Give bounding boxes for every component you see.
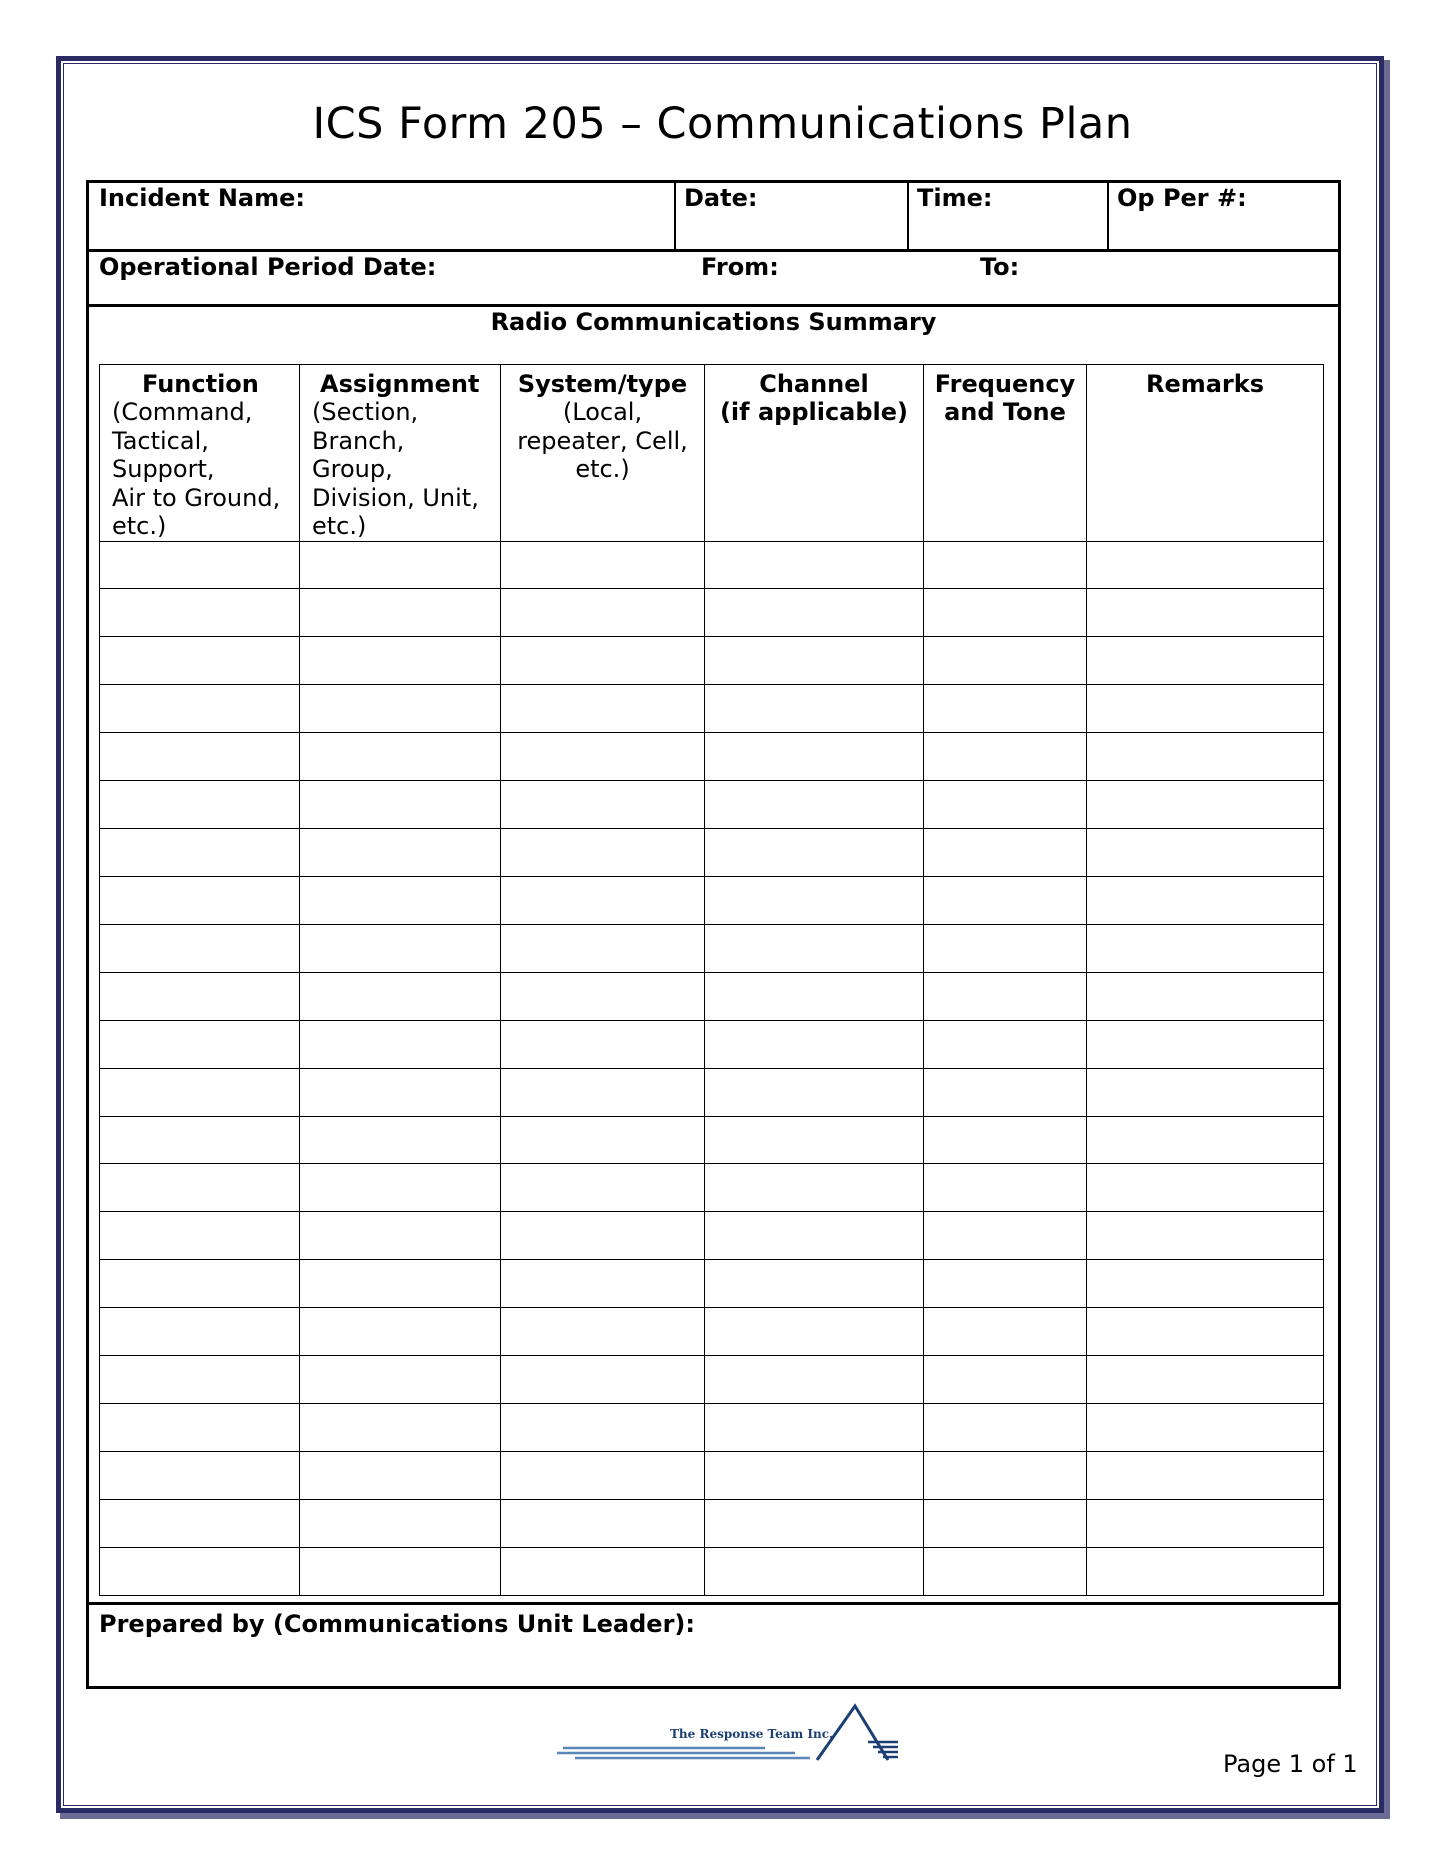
table-row [100,685,1324,733]
table-cell[interactable] [501,685,705,733]
frame-shadow [1384,60,1390,1817]
table-cell[interactable] [1087,1499,1324,1547]
table-cell[interactable] [300,1020,501,1068]
table-row [100,1356,1324,1404]
table-row [100,1308,1324,1356]
table-cell[interactable] [1087,1260,1324,1308]
table-cell[interactable] [1087,1212,1324,1260]
table-cell[interactable] [705,1547,924,1595]
table-cell[interactable] [1087,924,1324,972]
table-cell[interactable] [705,733,924,781]
column-label: Frequency [934,370,1076,398]
table-cell[interactable] [501,1404,705,1452]
table-cell[interactable] [501,1308,705,1356]
table-cell[interactable] [1087,637,1324,685]
incident-name-label: Incident Name: [99,184,306,212]
time-label: Time: [917,184,993,212]
table-row [100,876,1324,924]
table-cell[interactable] [924,685,1087,733]
table-cell[interactable] [501,972,705,1020]
table-cell[interactable] [705,541,924,589]
table-cell[interactable] [100,1116,300,1164]
table-cell[interactable] [501,1260,705,1308]
table-cell[interactable] [100,1308,300,1356]
table-cell[interactable] [300,685,501,733]
op-per-label: Op Per #: [1117,184,1247,212]
table-cell[interactable] [705,1308,924,1356]
table-cell[interactable] [501,1068,705,1116]
table-cell[interactable] [924,1404,1087,1452]
table-cell[interactable] [100,1356,300,1404]
table-cell[interactable] [300,972,501,1020]
table-cell[interactable] [300,1308,501,1356]
section-title: Radio Communications Summary [490,308,937,336]
table-cell[interactable] [501,1212,705,1260]
column-label: Remarks [1145,370,1265,398]
table-cell[interactable] [501,1020,705,1068]
column-header-channel [705,365,924,542]
table-cell[interactable] [300,1356,501,1404]
column-sublabel: (Section, Branch, Group, Division, Unit, etc.) [312,398,479,540]
table-row [100,1499,1324,1547]
table-cell[interactable] [100,1212,300,1260]
table-cell[interactable] [924,1260,1087,1308]
table-cell[interactable] [501,541,705,589]
table-cell[interactable] [100,972,300,1020]
column-header-remarks [1087,365,1324,542]
from-label: From: [701,253,779,281]
table-cell[interactable] [1087,1308,1324,1356]
table-cell[interactable] [924,733,1087,781]
table-cell[interactable] [100,1499,300,1547]
table-cell[interactable] [924,1068,1087,1116]
table-cell[interactable] [100,733,300,781]
table-cell[interactable] [1087,1452,1324,1500]
column-sublabel: (if applicable) [719,398,909,426]
table-cell[interactable] [924,1308,1087,1356]
table-cell[interactable] [501,1499,705,1547]
table-cell[interactable] [300,637,501,685]
table-cell[interactable] [300,589,501,637]
logo-text: The Response Team Inc. [670,1727,834,1741]
column-sublabel: and Tone [944,398,1066,426]
table-cell[interactable] [924,589,1087,637]
table-cell[interactable] [705,1116,924,1164]
table-cell[interactable] [1087,589,1324,637]
column-label: Assignment [320,370,480,398]
table-cell[interactable] [1087,1356,1324,1404]
table-cell[interactable] [1087,829,1324,877]
table-cell[interactable] [300,1404,501,1452]
table-cell[interactable] [924,972,1087,1020]
table-cell[interactable] [100,781,300,829]
table-cell[interactable] [100,541,300,589]
table-cell[interactable] [705,1452,924,1500]
table-row [100,733,1324,781]
table-cell[interactable] [300,924,501,972]
table-cell[interactable] [705,1164,924,1212]
column-header-assignment [300,365,501,542]
table-cell[interactable] [1087,685,1324,733]
date-label: Date: [684,184,758,212]
table-cell[interactable] [100,1404,300,1452]
table-cell[interactable] [300,541,501,589]
table-cell[interactable] [1087,1164,1324,1212]
table-row [100,781,1324,829]
table-cell[interactable] [924,1547,1087,1595]
table-cell[interactable] [1087,733,1324,781]
table-cell[interactable] [501,637,705,685]
table-cell[interactable] [705,1260,924,1308]
table-cell[interactable] [501,1356,705,1404]
table-cell[interactable] [705,876,924,924]
table-cell[interactable] [924,1116,1087,1164]
radio-summary-table [99,364,1324,1596]
table-cell[interactable] [100,1260,300,1308]
table-cell[interactable] [705,829,924,877]
column-label: System/type [517,370,688,398]
table-cell[interactable] [705,924,924,972]
table-cell[interactable] [924,924,1087,972]
table-cell[interactable] [100,637,300,685]
table-cell[interactable] [501,781,705,829]
table-row [100,1068,1324,1116]
table-row [100,1116,1324,1164]
table-cell[interactable] [1087,781,1324,829]
table-row [100,589,1324,637]
table-cell[interactable] [924,541,1087,589]
table-cell[interactable] [705,1356,924,1404]
table-cell[interactable] [924,1452,1087,1500]
table-cell[interactable] [1087,876,1324,924]
frame-shadow [60,1813,1390,1819]
form-title: ICS Form 205 – Communications Plan [312,99,1133,149]
table-row [100,637,1324,685]
table-cell[interactable] [100,1547,300,1595]
table-cell[interactable] [501,876,705,924]
table-cell[interactable] [924,1499,1087,1547]
table-row [100,924,1324,972]
table-cell[interactable] [300,1212,501,1260]
table-cell[interactable] [924,1212,1087,1260]
table-header-row [100,365,1324,542]
table-cell[interactable] [705,1499,924,1547]
column-label: Function [142,370,259,398]
column-sublabel: (Command, Tactical, Support, Air to Ground, etc.) [112,398,281,540]
table-row [100,1260,1324,1308]
column-header-system-type [501,365,705,542]
table-cell[interactable] [300,1452,501,1500]
table-cell[interactable] [300,1116,501,1164]
table-cell[interactable] [705,972,924,1020]
column-label: Channel [759,370,869,398]
page-number: Page 1 of 1 [1223,1750,1358,1778]
table-row [100,1547,1324,1595]
table-cell[interactable] [705,1068,924,1116]
table-row [100,541,1324,589]
table-cell[interactable] [300,781,501,829]
table-cell[interactable] [100,876,300,924]
table-cell[interactable] [501,589,705,637]
table-cell[interactable] [1087,1404,1324,1452]
table-cell[interactable] [501,1452,705,1500]
table-cell[interactable] [501,733,705,781]
table-cell[interactable] [924,1164,1087,1212]
table-cell[interactable] [300,1260,501,1308]
table-row [100,972,1324,1020]
divider [89,304,1338,307]
table-cell[interactable] [924,829,1087,877]
to-label: To: [980,253,1020,281]
table-cell[interactable] [1087,1068,1324,1116]
table-row [100,1404,1324,1452]
table-row [100,1212,1324,1260]
column-sublabel: (Local, repeater, Cell, etc.) [517,398,688,483]
table-cell[interactable] [924,781,1087,829]
table-cell[interactable] [1087,1116,1324,1164]
table-cell[interactable] [924,637,1087,685]
table-cell[interactable] [100,1020,300,1068]
table-cell[interactable] [100,924,300,972]
table-cell[interactable] [300,1164,501,1212]
table-cell[interactable] [924,1356,1087,1404]
table-cell[interactable] [705,1404,924,1452]
table-cell[interactable] [501,1164,705,1212]
column-header-function [100,365,300,542]
table-cell[interactable] [300,1068,501,1116]
table-cell[interactable] [100,589,300,637]
table-cell[interactable] [100,1164,300,1212]
table-row [100,1164,1324,1212]
table-cell[interactable] [924,876,1087,924]
operational-period-label: Operational Period Date: [99,253,437,281]
table-row [100,1452,1324,1500]
table-cell[interactable] [501,829,705,877]
table-cell[interactable] [924,1020,1087,1068]
table-cell[interactable] [300,1499,501,1547]
table-cell[interactable] [705,685,924,733]
table-cell[interactable] [705,1020,924,1068]
table-cell[interactable] [705,637,924,685]
table-cell[interactable] [705,1212,924,1260]
table-cell[interactable] [501,1547,705,1595]
table-cell[interactable] [1087,1020,1324,1068]
table-cell[interactable] [501,924,705,972]
table-cell[interactable] [100,829,300,877]
prepared-by-label: Prepared by (Communications Unit Leader): [99,1610,695,1638]
table-cell[interactable] [705,781,924,829]
table-cell[interactable] [100,685,300,733]
column-header-frequency [924,365,1087,542]
table-cell[interactable] [300,733,501,781]
table-cell[interactable] [300,829,501,877]
table-cell[interactable] [705,589,924,637]
table-cell[interactable] [1087,1547,1324,1595]
table-row [100,829,1324,877]
table-cell[interactable] [300,876,501,924]
table-row [100,1020,1324,1068]
table-cell[interactable] [1087,972,1324,1020]
table-cell[interactable] [100,1452,300,1500]
table-cell[interactable] [1087,541,1324,589]
table-cell[interactable] [501,1116,705,1164]
table-cell[interactable] [300,1547,501,1595]
table-cell[interactable] [100,1068,300,1116]
